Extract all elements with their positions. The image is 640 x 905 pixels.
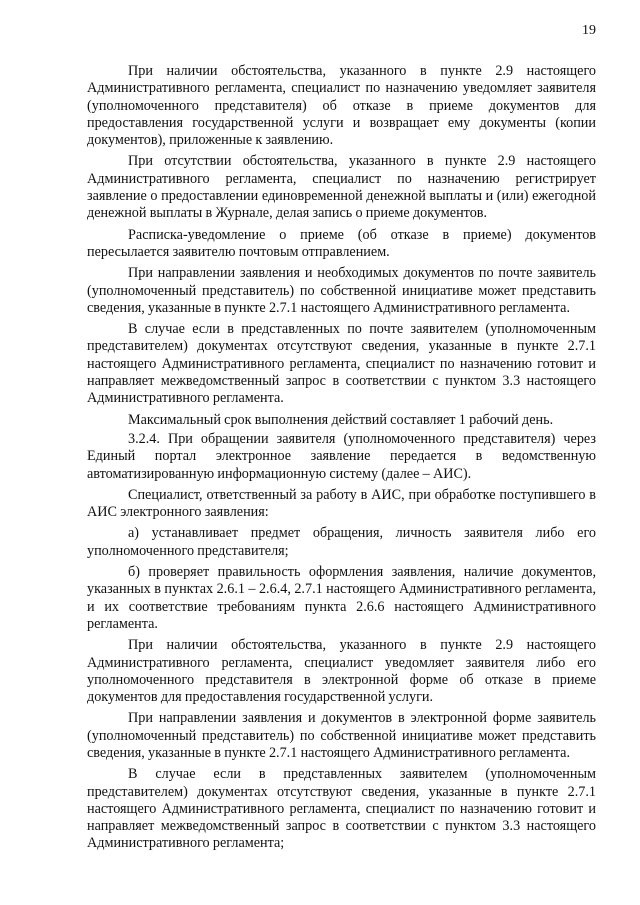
body-text — [87, 63, 596, 855]
page-number: 19 — [582, 23, 596, 38]
paragraph-postal-submission: При направлении заявления и необходимых документов по почте заявитель (уполномоченный представитель) по собственной инициативе может представить сведения, указанные в пункте 2.7.1 настоящего Административного регламента. — [87, 265, 596, 316]
paragraph-electronic-submission: При направлении заявления и документов в электронной форме заявитель (уполномоченный представитель) по собственной инициативе может представить сведения, указанные в пункте 2.7.1 настоящего Административного регламента. — [87, 710, 596, 761]
list-item-b: б) проверяет правильность оформления заявления, наличие документов, указанных в пунктах 2.6.1 – 2.6.4, 2.7.1 настоящего Административного регламента, и их соответствие требованиям пункта 2.6.6 настоящего Административного регламента. — [87, 564, 596, 632]
paragraph-electronic-missing-info: В случае если в представленных заявителем (уполномоченным представителем) документах отсутствуют сведения, указанные в пункте 2.7.1 настоящего Административного регламента, специалист по назначению готовит и направляет межведомственный запрос в соответствии с пунктом 3.3 настоящего Административного регламента; — [87, 766, 596, 852]
list-item-a: а) устанавливает предмет обращения, личность заявителя либо его уполномоченного представителя; — [87, 525, 596, 559]
paragraph-receipt-mailing: Расписка-уведомление о приеме (об отказе в приеме) документов пересылается заявителю почтовым отправлением. — [87, 226, 596, 260]
paragraph-refusal-notice: При наличии обстоятельства, указанного в пункте 2.9 настоящего Административного регламента, специалист по назначению уведомляет заявителя (уполномоченного представителя) об отказе в приеме документов для предоставления государственной услуги и возвращает ему документы (копии документов), приложенные к заявлению. — [87, 63, 596, 149]
paragraph-max-duration: Максимальный срок выполнения действий составляет 1 рабочий день. — [128, 411, 554, 428]
paragraph-postal-missing-info: В случае если в представленных по почте заявителем (уполномоченным представителем) документах отсутствуют сведения, указанные в пункте 2.7.1 настоящего Административного регламента, специалист по назначению готовит и направляет межведомственный запрос в соответствии с пунктом 3.3 настоящего Административного регламента. — [87, 321, 596, 407]
paragraph-section-3-2-4: 3.2.4. При обращении заявителя (уполномоченного представителя) через Единый портал электронное заявление передается в ведомственную автоматизированную информационную систему (далее – АИС). — [87, 430, 596, 482]
paragraph-electronic-refusal: При наличии обстоятельства, указанного в пункте 2.9 настоящего Административного регламента, специалист уведомляет заявителя либо его уполномоченного представителя в электронной форме об отказе в приеме документов для предоставления государственной услуги. — [87, 637, 596, 706]
paragraph-registration: При отсутствии обстоятельства, указанного в пункте 2.9 настоящего Административного регламента, специалист по назначению регистрирует заявление о предоставлении единовременной денежной выплаты и (или) ежегодной денежной выплаты в Журнале, делая запись о приеме документов. — [87, 153, 596, 222]
paragraph-ais-specialist: Специалист, ответственный за работу в АИС, при обработке поступившего в АИС электронного заявления: — [87, 486, 596, 521]
